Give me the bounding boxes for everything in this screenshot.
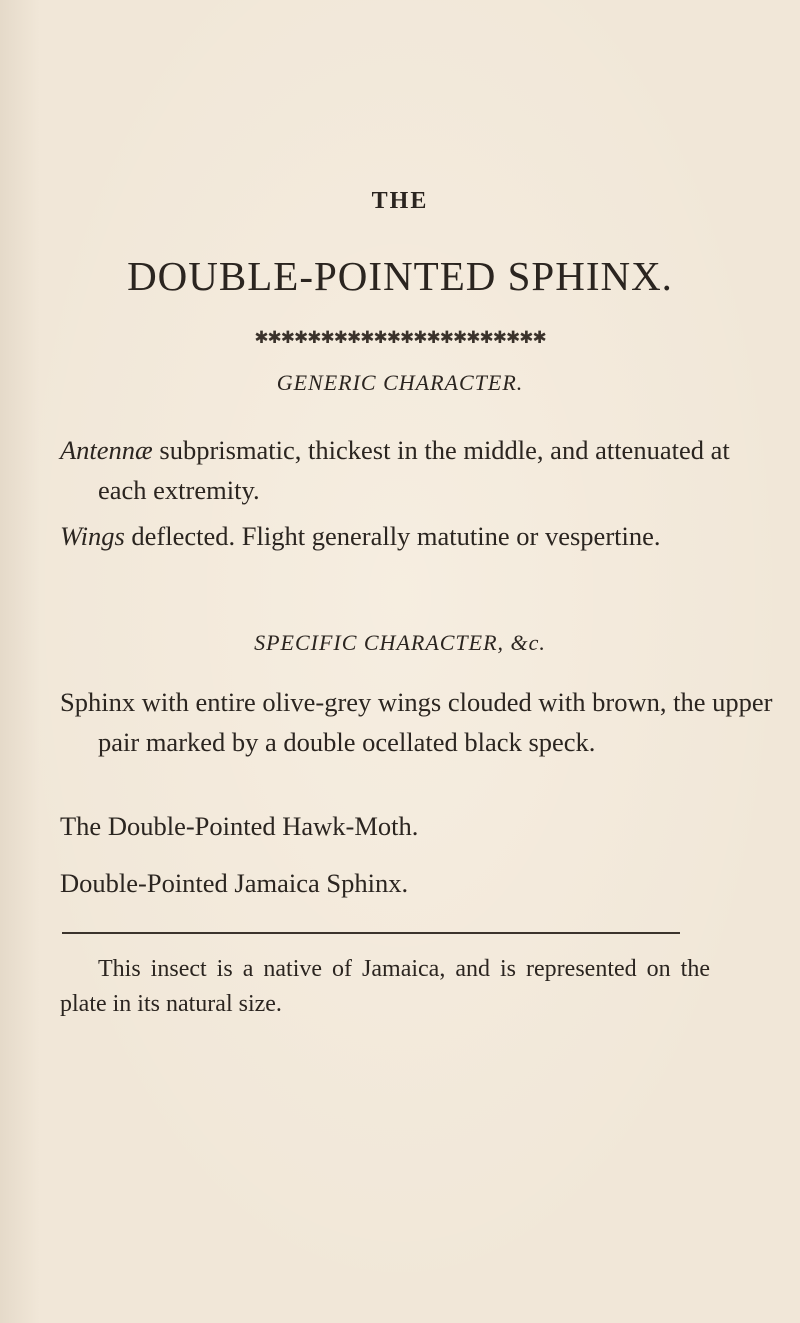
antennae-term: Antennæ [60,435,153,465]
wings-paragraph [60,516,778,556]
common-name: The Double-Pointed Hawk-Moth. [60,811,419,841]
alternate-name: Double-Pointed Jamaica Sphinx. [60,868,409,898]
divider-rule [62,932,680,934]
generic-character-heading: GENERIC CHARACTER. [276,370,524,395]
antennae-text: subprismatic, thickest in the middle, and attenuated at each extremity. [98,435,730,505]
antennae-paragraph [60,430,778,510]
wings-text: deflected. Flight generally matutine or vespertine. [124,521,661,551]
heading-the: THE [371,188,429,214]
wings-term: Wings [60,521,125,551]
specific-character-heading: SPECIFIC CHARACTER, &c. [254,630,546,655]
specific-description: Sphinx with entire olive-grey wings clouded with brown, the upper pair marked by a double ocellated black speck. [60,687,773,757]
asterisk-ornament: ✱✱✱✱✱✱✱✱✱✱✱✱✱✱✱✱✱✱✱✱✱✱ [254,328,546,347]
page-title: DOUBLE-POINTED SPHINX. [127,253,673,299]
footnote: This insect is a native of Jamaica, and is represented on the plate in its natural size. [60,956,710,1017]
